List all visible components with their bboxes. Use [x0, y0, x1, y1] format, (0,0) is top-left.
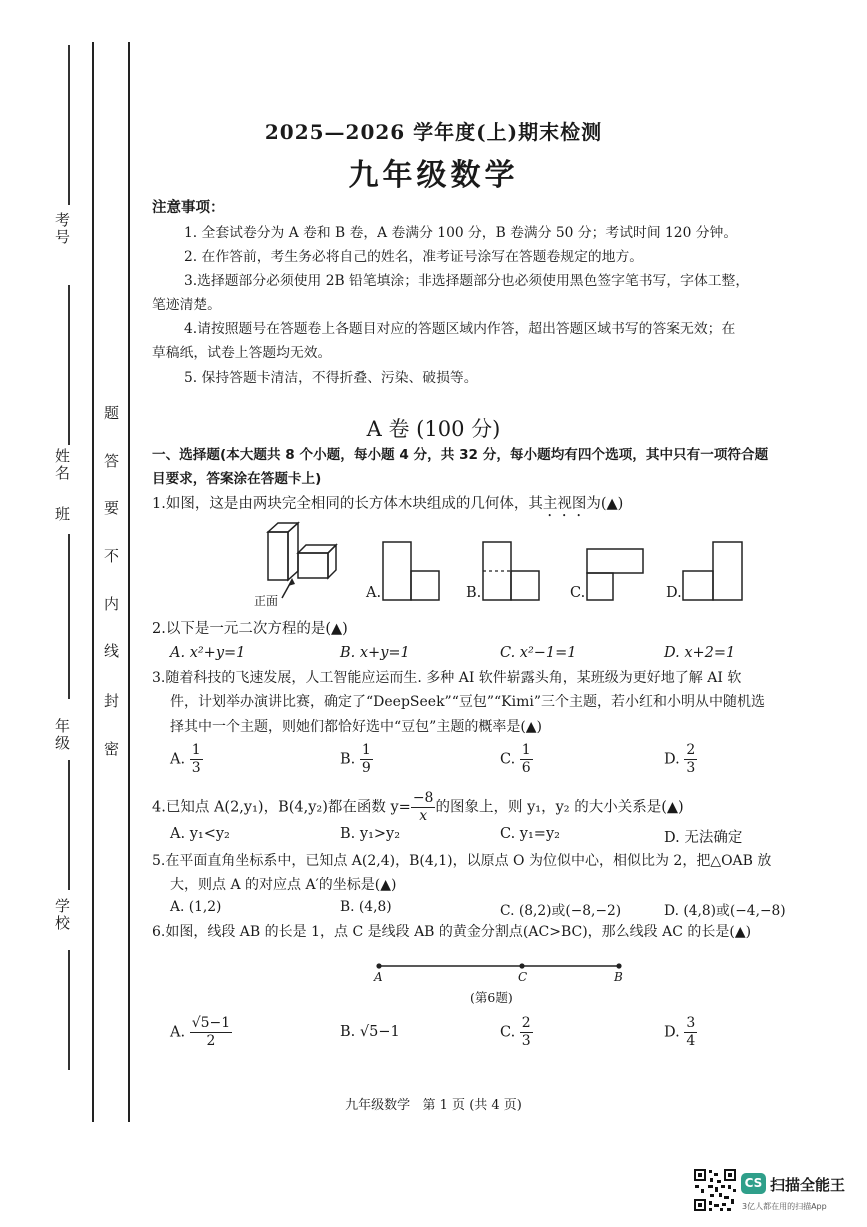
q4-option-a: A. y₁<y₂ [170, 826, 230, 842]
notice-heading: 注意事项： [152, 200, 225, 216]
q1-stem [152, 493, 623, 520]
scanner-logo-icon: CS [741, 1173, 766, 1194]
grade-label: 年级 [53, 718, 71, 752]
q1-option-c-label: C. [570, 585, 586, 601]
grade-underline-top [68, 534, 70, 699]
q6-caption: (第6题) [470, 990, 513, 1005]
q5-option-c: C. (8,2)或(−8,−2) [500, 903, 622, 919]
q6-option-c-num: 2 [521, 1015, 531, 1031]
q5-stem: 大，则点 A 的对应点 A′的坐标是(▲) [170, 877, 397, 893]
q4-option-c: C. y₁=y₂ [500, 826, 560, 842]
q3-option-d-label: D. [664, 751, 680, 768]
q1-option-b-label: B. [466, 585, 482, 601]
q6-option-b: B. √5−1 [340, 1024, 400, 1040]
q1-option-b-figure [482, 541, 542, 601]
q3-stem: 3.随着科技的飞速发展，人工智能应运而生. 多种 AI 软件崭露头角，某班级为更好地了解 AI 软 [152, 670, 742, 686]
q4-option-b: B. y₁>y₂ [340, 826, 401, 842]
q3-option-d-num: 2 [686, 742, 696, 758]
q4-frac-den: x [419, 808, 428, 824]
notice-item: 2. 在作答前，考生务必将自己的姓名，准考证号涂写在答题卷规定的地方。 [184, 249, 644, 265]
q3-option-a-num: 1 [191, 742, 201, 758]
q6-point-a: A [374, 970, 383, 984]
notice-item: 草稿纸，试卷上答题均无效。 [152, 345, 332, 361]
q6-point-c: C [518, 970, 528, 984]
q3-option-c-den: 6 [521, 760, 531, 776]
part1-instructions: 目要求，答案涂在答题卡上) [152, 471, 322, 487]
name-label: 姓名 [53, 448, 71, 482]
qr-code-icon [693, 1168, 737, 1212]
exam-no-label: 考号 [53, 212, 71, 246]
q3-option-a [170, 742, 203, 777]
q6-option-d [664, 1015, 697, 1050]
q1-option-d-figure [682, 541, 744, 601]
q1-option-d-label: D. [666, 585, 682, 601]
scanner-brand: 扫描全能王 [770, 1176, 846, 1194]
school-label: 学校 [53, 898, 71, 932]
q6-option-c-label: C. [500, 1024, 516, 1041]
q5-option-b: B. (4,8) [340, 899, 392, 915]
section-a-title: A 卷 (100 分) [366, 417, 501, 441]
q3-option-b [340, 742, 373, 777]
q6-segment-figure [370, 958, 630, 988]
q6-option-c [500, 1015, 533, 1050]
q3-stem: 件，计划举办演讲比赛，确定了“DeepSeek”“豆包”“Kimi”三个主题，若小红和小明从中随机选 [170, 694, 766, 710]
seal-char: 答 [104, 452, 120, 470]
q4-stem-pre: 4.已知点 A(2,y₁)，B(4,y₂)都在函数 y= [152, 799, 411, 816]
q3-option-d [664, 742, 697, 777]
q6-option-a-den: 2 [206, 1033, 216, 1049]
exam-title: 2025—2026 学年度(上)期末检测 [264, 120, 603, 144]
seal-char: 封 [104, 692, 120, 710]
q6-option-d-num: 3 [686, 1015, 696, 1031]
q2-option-c: C. x²−1=1 [500, 645, 577, 661]
q4-stem-post: 的图象上，则 y₁，y₂ 的大小关系是(▲) [435, 799, 684, 816]
q6-option-d-den: 4 [686, 1033, 696, 1049]
q6-stem: 6.如图，线段 AB 的长是 1，点 C 是线段 AB 的黄金分割点(AC>BC)，那么线段 AC 的长是(▲) [152, 924, 752, 940]
q6-option-a-label: A. [170, 1024, 186, 1041]
q3-stem: 择其中一个主题，则她们都恰好选中“豆包”主题的概率是(▲) [170, 719, 543, 735]
subject-title: 九年级数学 [348, 158, 519, 193]
seal-char: 题 [104, 404, 120, 422]
q3-option-b-label: B. [340, 751, 356, 768]
q3-option-a-den: 3 [191, 760, 201, 776]
notice-item: 4.请按照题号在答题卷上各题目对应的答题区域内作答，超出答题区域书写的答案无效；在 [184, 321, 736, 337]
part1-instructions: 一、选择题(本大题共 8 个小题，每小题 4 分，共 32 分，每小题均有四个选项，其中只有一项符合题 [152, 447, 769, 463]
seal-char: 内 [104, 595, 120, 613]
q4-option-d: D. 无法确定 [664, 830, 743, 846]
q4-frac-num: −8 [412, 790, 434, 806]
q4-stem [152, 790, 684, 825]
q2-stem: 2.以下是一元二次方程的是(▲) [152, 621, 348, 637]
notice-item: 1. 全套试卷分为 A 卷和 B 卷，A 卷满分 100 分，B 卷满分 50 分；考试时间 120 分钟。 [184, 225, 738, 241]
q1-stem-post: 为(▲) [586, 496, 624, 512]
q6-option-a-num: √5−1 [191, 1015, 231, 1031]
seal-char: 要 [104, 499, 120, 517]
school-underline-bottom [68, 950, 70, 1070]
q1-stem-pre: 1.如图，这是由两块完全相同的长方体木块组成的几何体，其 [152, 496, 543, 512]
school-underline-top [68, 760, 70, 890]
notice-item: 5. 保持答题卡清洁，不得折叠、污染、破损等。 [184, 370, 478, 386]
q2-option-a: A. x²+y=1 [170, 645, 246, 661]
q5-stem: 5.在平面直角坐标系中，已知点 A(2,4)，B(4,1)，以原点 O 为位似中心，相似比为 2，把△OAB 放 [152, 853, 772, 869]
q3-option-b-den: 9 [361, 760, 371, 776]
notice-item: 笔迹清楚。 [152, 297, 221, 313]
seal-char: 线 [104, 642, 120, 660]
q5-option-d: D. (4,8)或(−4,−8) [664, 903, 786, 919]
q3-option-d-den: 3 [686, 760, 696, 776]
page-footer: 九年级数学 第 1 页 (共 4 页) [345, 1098, 522, 1113]
q3-option-a-label: A. [170, 751, 186, 768]
scanner-tagline: 3亿人都在用的扫描App [742, 1202, 827, 1211]
margin-line-left [92, 42, 94, 1122]
q3-option-b-num: 1 [361, 742, 371, 758]
q1-front-label: 正面 [254, 594, 279, 608]
q6-option-c-den: 3 [521, 1033, 531, 1049]
q1-option-c-figure [586, 548, 646, 602]
notice-item: 3.选择题部分必须使用 2B 铅笔填涂；非选择题部分也必须使用黑色签字笔书写，字体工整， [184, 273, 750, 289]
q1-stem-emph: 主视图 [542, 496, 587, 512]
margin-line-right [128, 42, 130, 1122]
class-label: 班 [53, 506, 71, 523]
seal-char: 不 [104, 547, 120, 565]
q1-option-a-figure [382, 541, 442, 601]
q6-point-b: B [614, 970, 623, 984]
q3-option-c-label: C. [500, 751, 516, 768]
q1-option-a-label: A. [366, 585, 382, 601]
q2-option-d: D. x+2=1 [664, 645, 736, 661]
q6-option-d-label: D. [664, 1024, 680, 1041]
q5-option-a: A. (1,2) [170, 899, 222, 915]
q2-option-b: B. x+y=1 [340, 645, 410, 661]
q3-option-c [500, 742, 533, 777]
q6-option-a [170, 1015, 232, 1050]
seal-char: 密 [104, 740, 120, 758]
q3-option-c-num: 1 [521, 742, 531, 758]
